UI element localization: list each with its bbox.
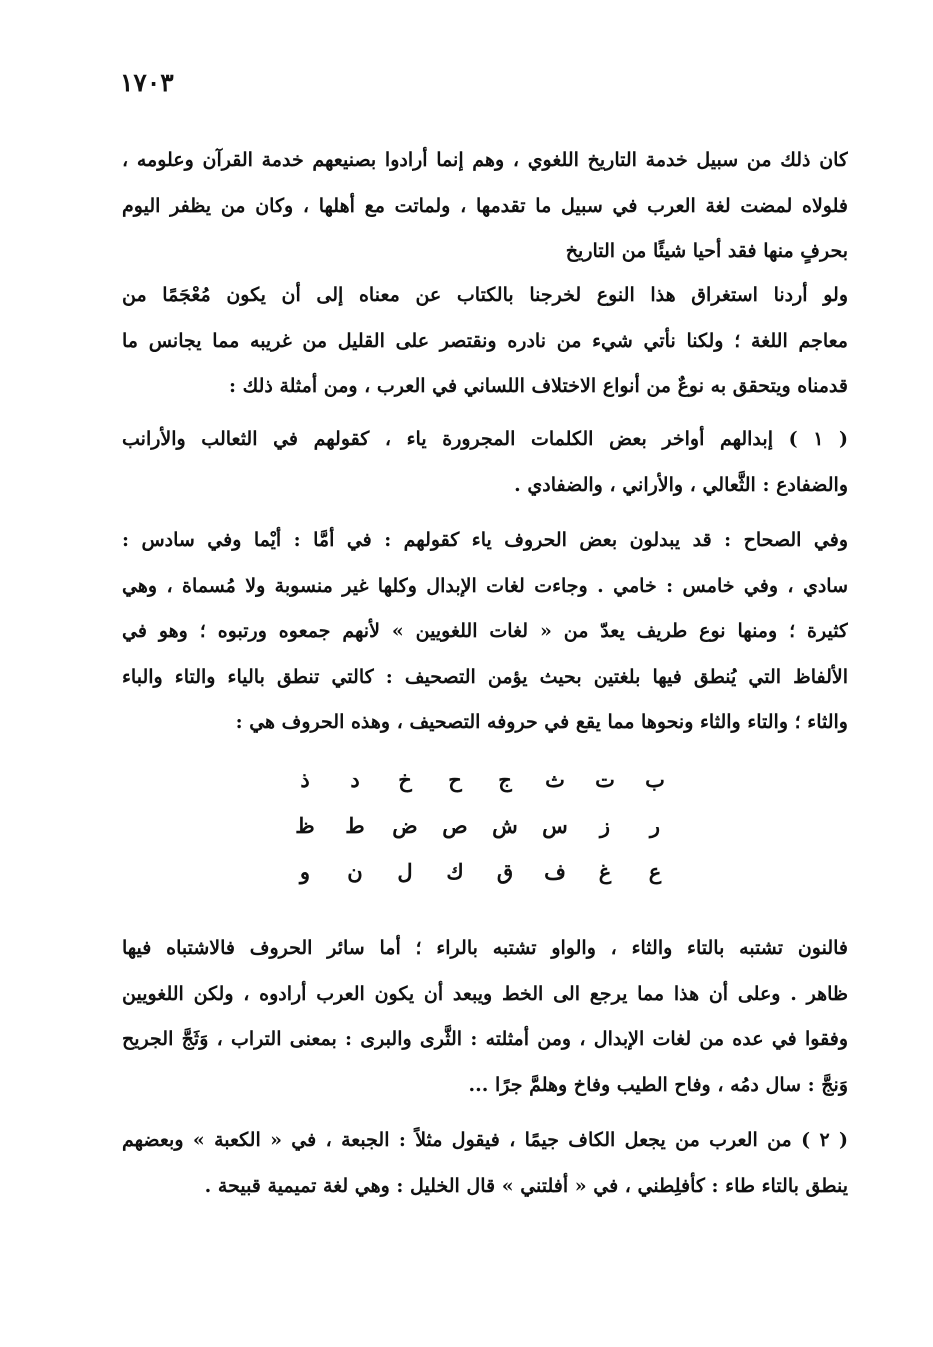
letters-table (280, 756, 680, 894)
letter: ت (595, 766, 615, 792)
letter: ر (649, 812, 661, 838)
text-line: والثاء ؛ والتاء والثاء ونحوها مما يقع في حروفه التصحيف ، وهذه الحروف هي : (235, 711, 848, 733)
page-number: ١٧٠٣ (120, 68, 174, 97)
text-line: الألفاظ التي يُنطق فيها بلغتين بحيث يؤمن التصحيف : كالتي تنطق بالياء والتاء والباء (122, 665, 848, 688)
text-line: وفقوا في عده من لغات الإبدال ، ومن أمثلته : الثَّرى والبرى : بمعنى التراب ، وَثَجَّ الجريح (122, 1028, 848, 1050)
paragraph-6 (122, 1118, 848, 1209)
letter: ن (347, 858, 363, 884)
letter: غ (598, 858, 612, 884)
letter: ش (492, 812, 518, 838)
letter: خ (398, 766, 412, 792)
text-line: بحرفٍ منها فقد أحيا شيئًا من التاريخ (565, 240, 848, 262)
paragraph-2 (122, 273, 848, 410)
paragraph-4 (122, 518, 848, 746)
letter: س (542, 812, 568, 838)
text-line: وَنجَّ : سال دمُه ، وفاح الطيب وفاخ وهلمَّ جرًا ... (468, 1073, 848, 1096)
text-line: وفي الصحاح : قد يبدلون بعض الحروف ياء كقولهم : في أمَّا : أيْما وفي سادس : (122, 529, 848, 551)
text-line: ( ١ ) إبدالهم أواخر بعض الكلمات المجرورة ياء ، كقولهم في الثعالب والأرانب (122, 428, 848, 450)
text-line: قدمناه ويتحقق به نوعٌ من أنواع الاختلاف اللساني في العرب ، ومن أمثلة ذلك : (228, 375, 848, 397)
letter: ف (544, 858, 566, 884)
letter: و (299, 858, 311, 884)
letter: ث (545, 766, 565, 792)
letter: ع (648, 858, 662, 884)
letter: ب (645, 766, 665, 792)
letter: ح (448, 766, 462, 792)
text-line: والضفادع : الثَّعالي ، والأراني ، والضفادي . (514, 473, 848, 496)
paragraph-5 (122, 926, 848, 1108)
text-line: كثيرة ؛ ومنها نوع طريف يعدّ من « لغات اللغويين » لأنهم جمعوه ورتبوه ؛ وهو في (122, 620, 848, 642)
letter-row (280, 848, 680, 894)
letter: ل (397, 858, 413, 884)
letter: ض (392, 812, 418, 838)
letter-row (280, 802, 680, 848)
letter: ق (496, 858, 514, 884)
text-line: ينطق بالتاء طاء : كأفلِطني ، في « أفلتني » قال الخليل : وهي لغة تميمية قبيحة . (204, 1174, 848, 1197)
letter: ط (345, 812, 365, 838)
paragraph-3 (122, 417, 848, 508)
text-line: ( ٢ ) من العرب من يجعل الكاف جيمًا ، فيقول مثلاً : الجبعة ، في « الكعبة » وبعضهم (122, 1129, 848, 1151)
text-line: ولو أردنا استغراق هذا النوع لخرجنا بالكتاب عن معناه إلى أن يكون مُعْجَمًا من (122, 284, 848, 306)
text-line: فلولاه لمضت لغة العرب في سبيل ما تقدمها ، ولماتت مع أهلها ، وكان من يظفر اليوم (122, 194, 848, 217)
text-line: فالنون تشتبه بالتاء والثاء ، والواو تشتبه بالراء ؛ أما سائر الحروف فالاشتباه فيها (122, 937, 848, 959)
paragraph-1 (122, 138, 848, 275)
text-line: كان ذلك من سبيل خدمة التاريخ اللغوي ، وهم إنما أرادوا بصنيعهم خدمة القرآن وعلومه ، (122, 149, 848, 171)
letter: ز (599, 812, 611, 838)
letter: ك (446, 858, 464, 884)
text-line: معاجم اللغة ؛ ولكنا نأتي شيء من نادره ونقتصر على القليل من غريبه مما يجانس ما (122, 329, 848, 352)
letter: د (350, 766, 360, 792)
letter: ص (442, 812, 468, 838)
letter: ذ (300, 766, 310, 792)
letter: ظ (295, 812, 315, 838)
text-line: ظاهر . وعلى أن هذا مما يرجع الى الخط ويبعد أن يكون العرب أرادوه ، ولكن اللغويين (122, 982, 848, 1005)
letter: ج (498, 766, 512, 792)
text-line: سادي ، وفي خامس : خامي . وجاءت لغات الإبدال وكلها غير منسوبة ولا مُسماة ، وهي (122, 574, 848, 597)
letter-row (280, 756, 680, 802)
